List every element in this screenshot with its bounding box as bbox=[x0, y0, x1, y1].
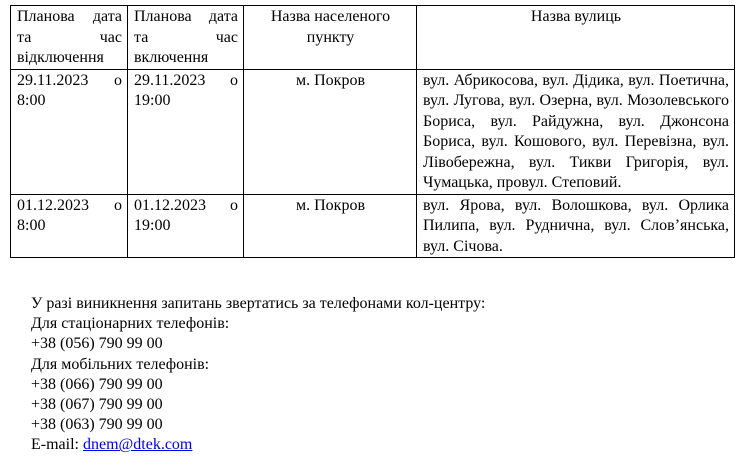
header-streets: Назва вулиць bbox=[417, 6, 735, 70]
mobile-phone: +38 (063) 790 99 00 bbox=[31, 416, 163, 434]
header-planned-off: Планова дата та час відключення bbox=[11, 6, 128, 70]
contact-intro: У разі виникнення запитань звертатись за телефонами кол-центру: bbox=[31, 295, 486, 312]
cell-off-datetime: 29.11.2023 о 8:00 bbox=[11, 69, 128, 194]
cell-settlement: м. Покров bbox=[244, 194, 417, 258]
cell-off-datetime: 01.12.2023 о 8:00 bbox=[11, 194, 128, 258]
landline-phone: +38 (056) 790 99 00 bbox=[31, 335, 163, 353]
mobile-label: Для мобільних телефонів: bbox=[31, 355, 210, 373]
contact-info bbox=[31, 294, 485, 456]
cell-on-datetime: 01.12.2023 о 19:00 bbox=[128, 194, 244, 258]
cell-streets: вул. Ярова, вул. Волошкова, вул. Орлика Пилипа, вул. Руднична, вул. Слов’янська, вул. Січова. bbox=[417, 194, 735, 258]
cell-streets: вул. Абрикосова, вул. Дідика, вул. Поетична, вул. Лугова, вул. Озерна, вул. Мозолевського Бориса, вул. Райдужна, вул. Джонсона Бориса, вул. Кошового, вул. Перевізна, вул. Лівобережна, вул. Тикви Григорія, вул. Чумацька, провул. Степовий. bbox=[417, 69, 735, 194]
table-row bbox=[11, 194, 735, 258]
email-line bbox=[31, 435, 485, 455]
cell-settlement: м. Покров bbox=[244, 69, 417, 194]
header-settlement: Назва населеного пункту bbox=[244, 6, 417, 70]
mobile-phone: +38 (066) 790 99 00 bbox=[31, 375, 163, 393]
table-header-row bbox=[11, 6, 735, 70]
email-label: E-mail: bbox=[31, 436, 83, 454]
header-planned-on: Планова дата та час включення bbox=[128, 6, 244, 70]
cell-on-datetime: 29.11.2023 о 19:00 bbox=[128, 69, 244, 194]
outage-schedule-table bbox=[10, 5, 735, 258]
mobile-phone: +38 (067) 790 99 00 bbox=[31, 396, 163, 414]
landline-label: Для стаціонарних телефонів: bbox=[31, 315, 230, 333]
table-row bbox=[11, 69, 735, 194]
email-link[interactable]: dnem@dtek.com bbox=[82, 436, 193, 454]
